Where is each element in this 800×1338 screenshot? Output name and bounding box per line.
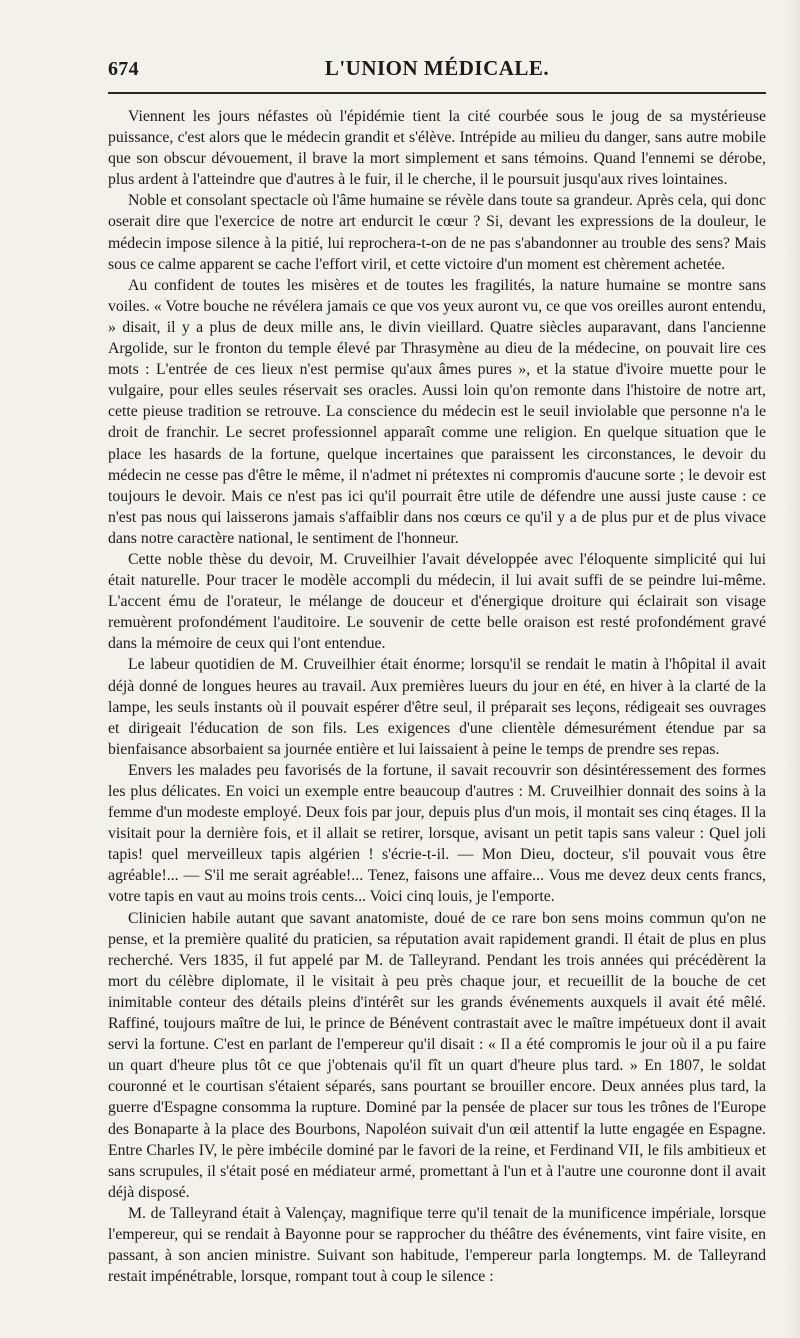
article-body xyxy=(108,106,766,1287)
page-number: 674 xyxy=(108,58,139,80)
page-edge-shadow xyxy=(784,0,800,1338)
paragraph: Au confident de toutes les misères et de toutes les fragilités, la nature humaine se montre sans voiles. « Votre bouche ne révélera jamais ce que vos yeux auront vu, ce que vos oreilles auront entendu, » disait, il y a plus de deux mille ans, le divin vieillard. Quatre siècles auparavant, dans l'ancienne Argolide, sur le fronton du temple élevé par Thrasymène au dieu de la médecine, on pouvait lire ces mots : L'entrée de ces lieux n'est permise qu'aux âmes pures », et la statue d'ivoire muette pour le vulgaire, pour elles seules réservait ses oracles. Aussi loin qu'on remonte dans l'histoire de notre art, cette pieuse tradition se retrouve. La conscience du médecin est le seuil inviolable que personne n'a le droit de franchir. Le secret professionnel apparaît comme une religion. En quelque situation que le place les hasards de la fortune, quelque incertaines que paraissent les circonstances, le devoir du médecin ne cesse pas d'être le même, il n'admet ni prétextes ni compromis d'aucune sorte ; le devoir est toujours le devoir. Mais ce n'est pas ici qu'il pourrait être utile de défendre une aussi juste cause : ce n'est pas nous qui laisserons jamais s'affaiblir dans nos cœurs ce qu'il y a de plus pur et de plus vivace dans notre caractère national, le sentiment de l'honneur. xyxy=(108,276,766,547)
paragraph: Le labeur quotidien de M. Cruveilhier était énorme; lorsqu'il se rendait le matin à l'hôpital il avait déjà donné de longues heures au travail. Aux premières lueurs du jour en été, en hiver à la clarté de la lampe, les seuls instants où il pouvait espérer d'être seul, il préparait ses leçons, rédigeait ses ouvrages et dirigeait l'éducation de son fils. Les exigences d'une clientèle démesurément étendue par sa bienfaisance absorbaient sa journée entière et lui laissaient à peine le temps de prendre ses repas. xyxy=(108,656,766,758)
paragraph: Envers les malades peu favorisés de la fortune, il savait recouvrir son désintéressement des formes les plus délicates. En voici un exemple entre beaucoup d'autres : M. Cruveilhier donnait des soins à la femme d'un modeste employé. Deux fois par jour, depuis plus d'un mois, il montait ses cinq étages. Il la visitait pour la dernière fois, et il allait se retirer, lorsque, avisant un petit tapis sans valeur : Quel joli tapis! quel merveilleux tapis algérien ! s'écrie-t-il. — Mon Dieu, docteur, s'il pouvait vous être agréable!... — S'il me serait agréable!... Tenez, faisons une affaire... Vous me devez deux cents francs, votre tapis en vaut au moins trois cents... Voici cinq louis, je l'emporte. xyxy=(108,761,766,906)
paragraph: M. de Talleyrand était à Valençay, magnifique terre qu'il tenait de la munificence impériale, lorsque l'empereur, qui se rendait à Bayonne pour se rapprocher du théâtre des événements, vint faire visite, en passant, à son ancien ministre. Suivant son habitude, l'empereur parla longtemps. M. de Talleyrand restait impénétrable, lorsque, rompant tout à coup le silence : xyxy=(108,1204,766,1286)
running-title: L'UNION MÉDICALE. xyxy=(324,56,550,80)
paragraph: Viennent les jours néfastes où l'épidémie tient la cité courbée sous le joug de sa mystérieuse puissance, c'est alors que le médecin grandit et s'élève. Intrépide au milieu du danger, sans autre mobile que son obscur dévouement, il brave la mort simplement et sans témoins. Quand l'ennemi se dérobe, plus ardent à l'atteindre que d'autres à le fuir, il le cherche, il le poursuit jusqu'aux rives lointaines. xyxy=(108,108,766,189)
paragraph: Clinicien habile autant que savant anatomiste, doué de ce rare bon sens moins commun qu'on ne pense, et la première qualité du praticien, sa réputation avait rapidement grandi. Il était de plus en plus recherché. Vers 1835, il fut appelé par M. de Talleyrand. Pendant les trois années qui précédèrent la mort du célèbre diplomate, il le visitait à peu près chaque jour, et recueillit de la bouche de cet inimitable conteur des détails pleins d'intérêt sur les grands événements auxquels il avait été mêlé. Raffiné, toujours maître de lui, le prince de Bénévent contrastait avec le maître impétueux dont il avait servi la fortune. C'est en parlant de l'empereur qu'il disait : « Il a été compromis le jour où il a pu faire un quart d'heure plus tôt ce que j'obtenais qu'il fît un quart d'heure plus tard. » En 1807, le soldat couronné et le courtisan s'étaient séparés, sans pourtant se brouiller encore. Deux années plus tard, la guerre d'Espagne consomma la rupture. Dominé par la pensée de placer sur tous les trônes de l'Europe des Bonaparte à la place des Bourbons, Napoléon suivait d'un œil attentif la lutte engagée en Espagne. Entre Charles IV, le père imbécile dominé par le favori de la reine, et Ferdinand VII, le fils ambitieux et sans scrupules, il s'était posé en médiateur armé, promettant à l'un et à l'autre une couronne dont il avait déjà disposé. xyxy=(108,909,766,1201)
paragraph: Cette noble thèse du devoir, M. Cruveilhier l'avait développée avec l'éloquente simplicité qui lui était naturelle. Pour tracer le modèle accompli du médecin, il lui avait suffi de se peindre lui-même. L'accent ému de l'orateur, le mélange de douceur et d'énergique droiture qui éclairait son visage remuèrent profondément l'auditoire. Le souvenir de cette belle oraison est resté profondément gravé dans la mémoire de ceux qui l'ont entendue. xyxy=(108,550,766,653)
header-rule xyxy=(108,92,766,94)
paragraph: Noble et consolant spectacle où l'âme humaine se révèle dans toute sa grandeur. Après cela, qui donc oserait dire que l'exercice de notre art endurcit le cœur ? Si, devant les expressions de la douleur, le médecin impose silence à la pitié, lui reprochera-t-on de ne pas s'abandonner au trouble des sens? Mais sous ce calme apparent se cache l'effort viril, et cette victoire d'un moment est chèrement achetée. xyxy=(108,192,766,273)
page-header xyxy=(108,56,766,88)
